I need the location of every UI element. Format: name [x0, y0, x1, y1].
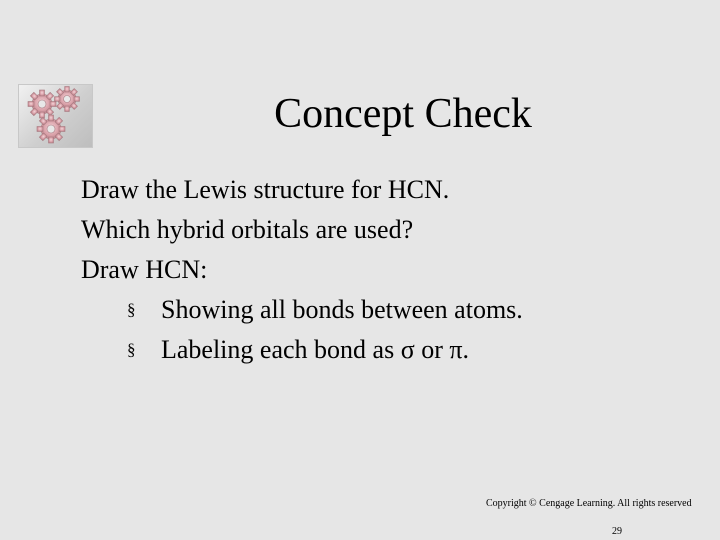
gears-logo-icon: [18, 84, 93, 148]
content-line: Which hybrid orbitals are used?: [81, 215, 414, 244]
sub-bullet-text: Labeling each bond as σ or π.: [161, 335, 469, 364]
bullet-icon: §: [127, 300, 136, 319]
sub-bullet-item: [81, 290, 523, 330]
sub-bullet-text: Showing all bonds between atoms.: [161, 295, 523, 324]
slide-title: Concept Check: [274, 91, 532, 137]
content-line: Draw the Lewis structure for HCN.: [81, 175, 450, 204]
page-number: 29: [612, 526, 622, 537]
slide-content: [81, 170, 523, 370]
content-line: Draw HCN:: [81, 255, 208, 284]
bullet-icon: §: [127, 340, 136, 359]
copyright-notice: Copyright © Cengage Learning. All rights reserved: [486, 498, 692, 509]
sub-bullet-item: [81, 330, 523, 370]
